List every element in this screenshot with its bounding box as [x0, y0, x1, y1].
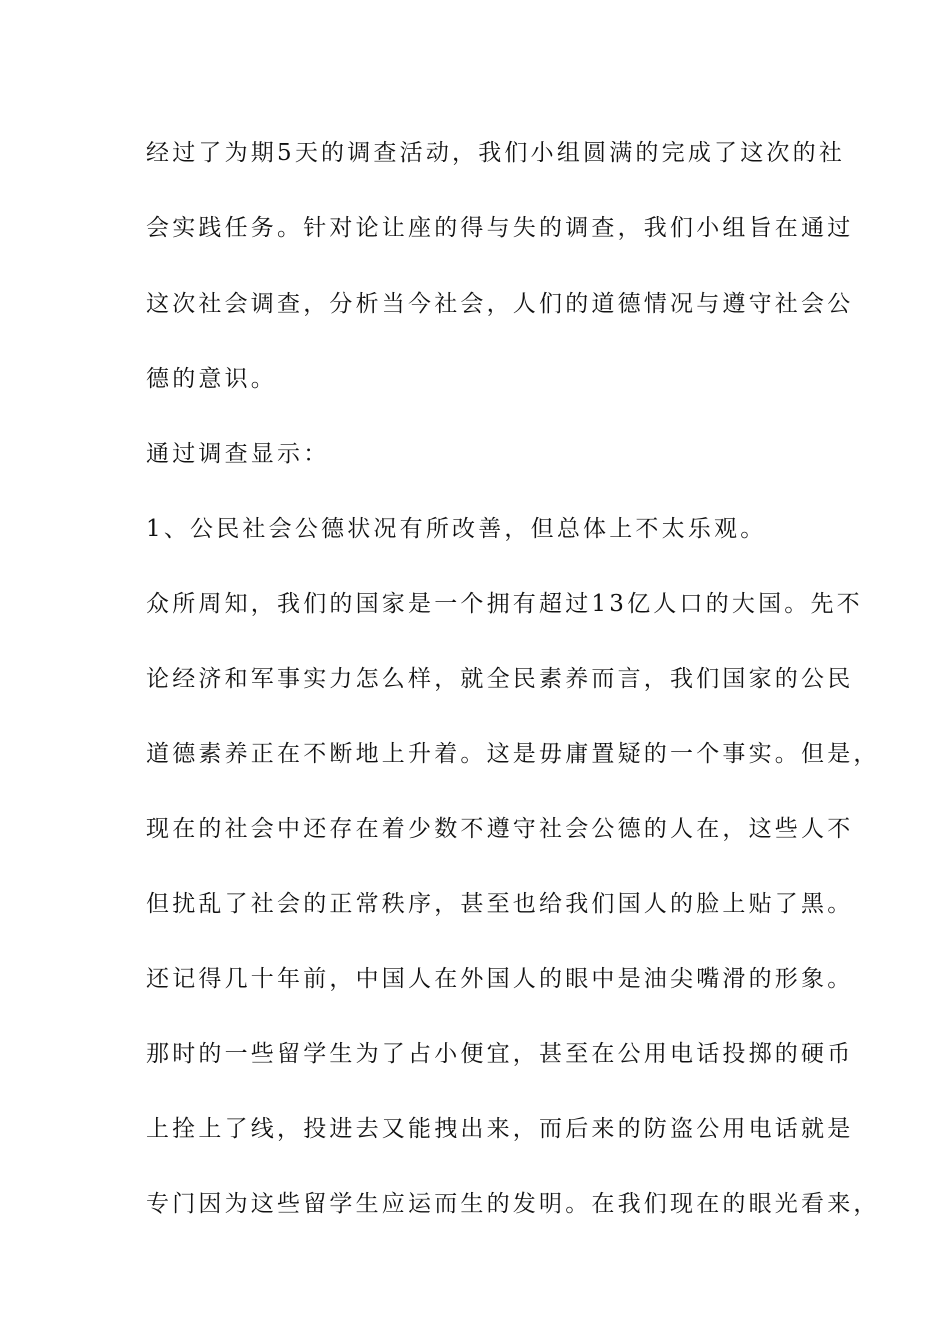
text-line-6: 1、公民社会公德状况有所改善，但总体上不太乐观。 [146, 516, 767, 542]
text-line-14: 上拴上了线，投进去又能拽出来，而后来的防盗公用电话就是 [146, 1116, 854, 1142]
text-line-15: 专门因为这些留学生应运而生的发明。在我们现在的眼光看来， [146, 1191, 880, 1217]
text-line-13: 那时的一些留学生为了占小便宜，甚至在公用电话投掷的硬币 [146, 1041, 854, 1067]
text-line-5: 通过调查显示： [146, 441, 330, 467]
text-line-8: 论经济和军事实力怎么样，就全民素养而言，我们国家的公民 [146, 666, 854, 692]
text-line-11: 但扰乱了社会的正常秩序，甚至也给我们国人的脸上贴了黑。 [146, 891, 854, 917]
text-line-12: 还记得几十年前，中国人在外国人的眼中是油尖嘴滑的形象。 [146, 966, 854, 992]
text-line-1: 经过了为期5天的调查活动，我们小组圆满的完成了这次的社 [146, 140, 846, 166]
text-line-2: 会实践任务。针对论让座的得与失的调查，我们小组旨在通过 [146, 215, 854, 241]
text-line-4: 德的意识。 [146, 366, 277, 392]
text-line-9: 道德素养正在不断地上升着。这是毋庸置疑的一个事实。但是， [146, 741, 880, 767]
text-line-10: 现在的社会中还存在着少数不遵守社会公德的人在，这些人不 [146, 816, 854, 842]
text-line-3: 这次社会调查，分析当今社会，人们的道德情况与遵守社会公 [146, 291, 854, 317]
text-line-7: 众所周知，我们的国家是一个拥有超过13亿人口的大国。先不 [146, 591, 863, 617]
